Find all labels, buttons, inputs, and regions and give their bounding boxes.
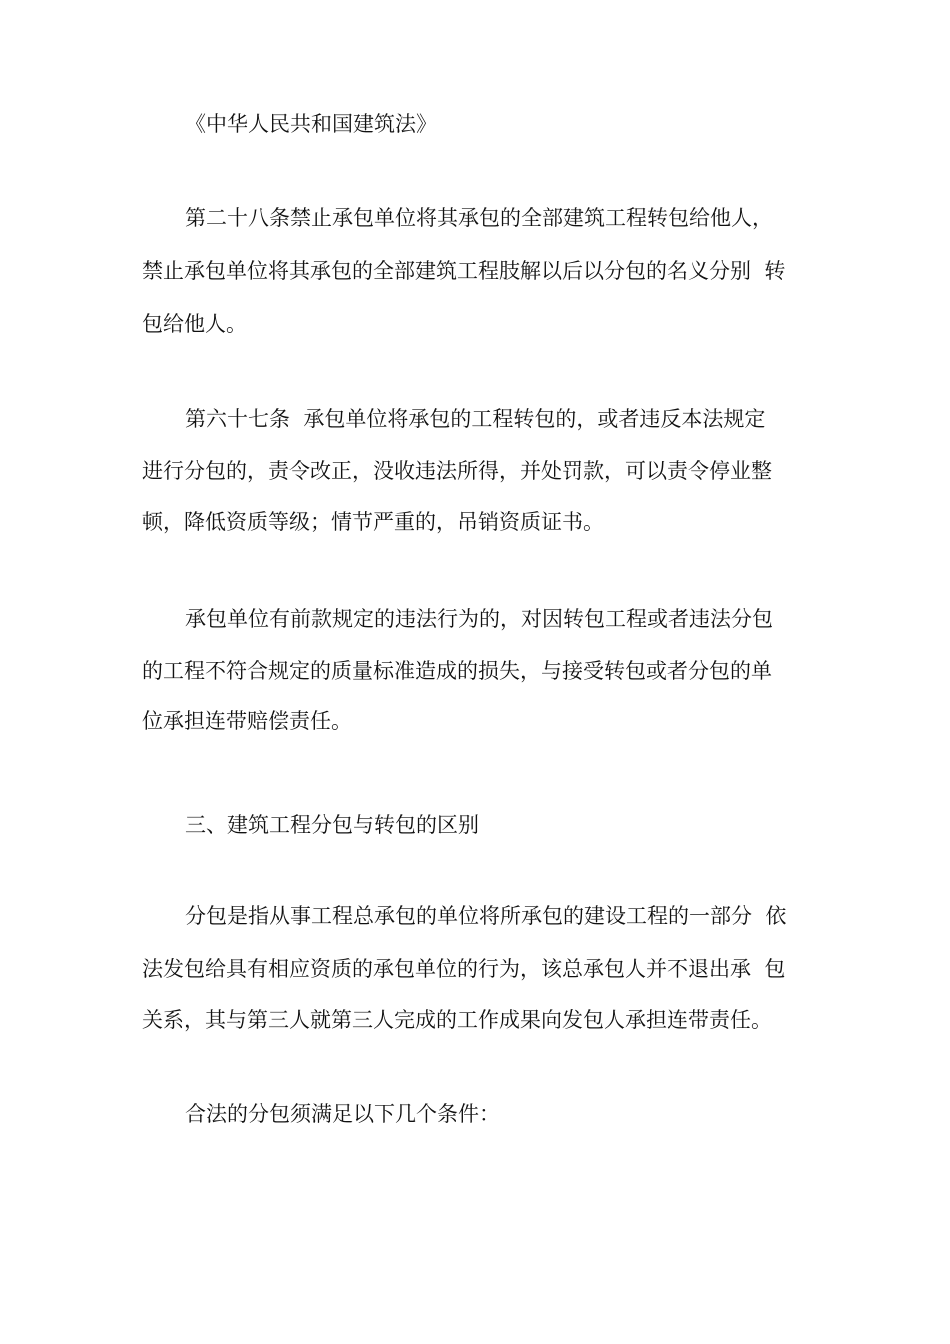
liability-line-2: 的工程不符合规定的质量标准造成的损失，与接受转包或者分包的单 <box>142 659 772 683</box>
liability-line-3: 位承担连带赔偿责任。 <box>142 709 352 733</box>
article-67-line-2: 进行分包的，责令改正，没收违法所得，并处罚款，可以责令停业整 <box>142 459 772 483</box>
liability-line-1: 承包单位有前款规定的违法行为的，对因转包工程或者违法分包 <box>185 607 773 631</box>
article-67-line-3: 顿，降低资质等级；情节严重的，吊销资质证书。 <box>142 510 604 534</box>
article-67-line-1: 第六十七条 承包单位将承包的工程转包的，或者违反本法规定 <box>185 407 766 431</box>
subcontract-line-3: 关系，其与第三人就第三人完成的工作成果向发包人承担连带责任。 <box>142 1008 772 1032</box>
article-28-line-3: 包给他人。 <box>142 312 247 336</box>
article-28-line-2: 禁止承包单位将其承包的全部建筑工程肢解以后以分包的名义分别 转 <box>142 259 786 283</box>
article-28-line-1: 第二十八条禁止承包单位将其承包的全部建筑工程转包给他人， <box>185 206 773 230</box>
law-title: 《中华人民共和国建筑法》 <box>185 112 437 136</box>
section-3-heading: 三、建筑工程分包与转包的区别 <box>185 813 479 837</box>
subcontract-line-1: 分包是指从事工程总承包的单位将所承包的建设工程的一部分 依 <box>185 904 787 928</box>
conditions-intro: 合法的分包须满足以下几个条件： <box>185 1102 500 1126</box>
subcontract-line-2: 法发包给具有相应资质的承包单位的行为，该总承包人并不退出承 包 <box>142 957 786 981</box>
